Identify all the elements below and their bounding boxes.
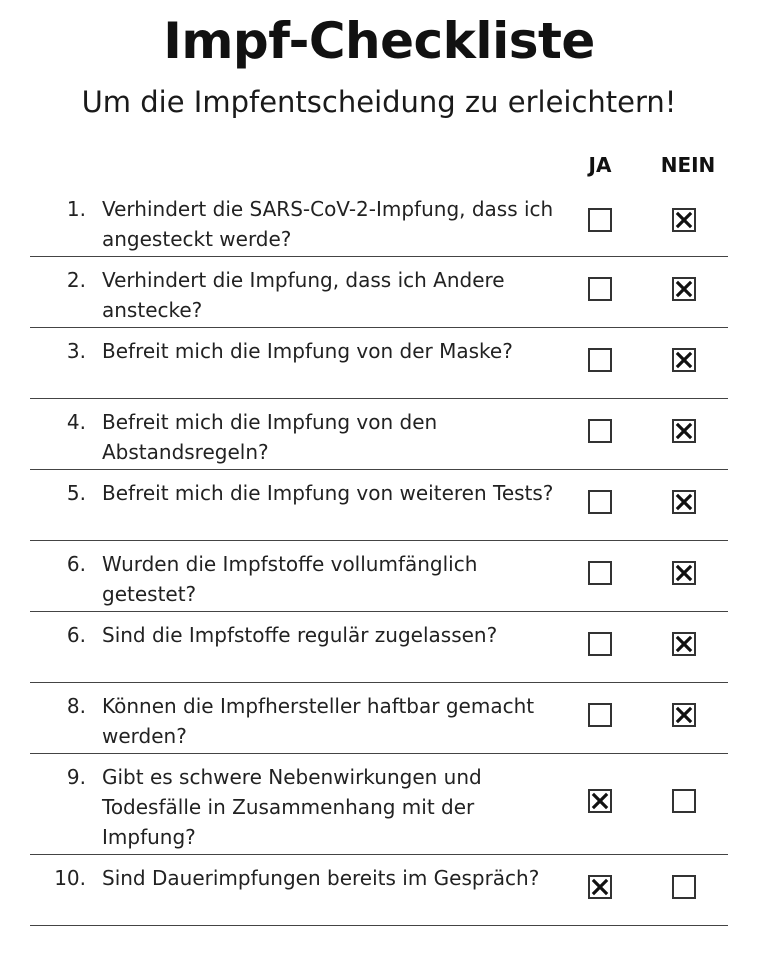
question-text: Befreit mich die Impfung von der Maske? xyxy=(102,339,513,363)
question-text: Gibt es schwere Nebenwirkungen und Todesfälle in Zusammenhang mit der Impfung? xyxy=(102,765,482,849)
page-subtitle: Um die Impfentscheidung zu erleichtern! xyxy=(81,85,677,119)
checkbox-nein[interactable] xyxy=(672,348,696,372)
checklist-row xyxy=(30,754,728,855)
question-number: 3. xyxy=(66,339,86,363)
checkbox-nein[interactable] xyxy=(672,419,696,443)
checkbox-nein[interactable] xyxy=(672,277,696,301)
checkbox-ja[interactable] xyxy=(588,632,612,656)
x-mark-icon xyxy=(674,421,694,441)
question-text: Sind Dauerimpfungen bereits im Gespräch? xyxy=(102,866,540,890)
question-text: Wurden die Impfstoffe vollumfänglich getestet? xyxy=(102,552,478,606)
question-number: 8. xyxy=(66,694,86,718)
question-text: Sind die Impfstoffe regulär zugelassen? xyxy=(102,623,498,647)
question-number: 5. xyxy=(66,481,86,505)
checkbox-ja[interactable] xyxy=(588,277,612,301)
question-text: Verhindert die SARS-CoV-2-Impfung, dass ich angesteckt werde? xyxy=(102,197,554,251)
question-text: Verhindert die Impfung, dass ich Andere anstecke? xyxy=(102,268,505,322)
x-mark-icon xyxy=(674,350,694,370)
checkbox-nein[interactable] xyxy=(672,703,696,727)
checkbox-nein[interactable] xyxy=(672,632,696,656)
checkbox-nein[interactable] xyxy=(672,789,696,813)
question-text: Befreit mich die Impfung von weiteren Tests? xyxy=(102,481,554,505)
x-mark-icon xyxy=(590,791,610,811)
checklist-row xyxy=(30,257,728,328)
checkbox-ja[interactable] xyxy=(588,348,612,372)
question-number: 2. xyxy=(66,268,86,292)
checkbox-ja[interactable] xyxy=(588,789,612,813)
x-mark-icon xyxy=(674,634,694,654)
question-number: 1. xyxy=(66,197,86,221)
checkbox-nein[interactable] xyxy=(672,490,696,514)
checkbox-ja[interactable] xyxy=(588,419,612,443)
checklist-row xyxy=(30,399,728,470)
checkbox-ja[interactable] xyxy=(588,875,612,899)
column-header-ja: JA xyxy=(588,153,612,177)
question-number: 10. xyxy=(54,866,86,890)
question-text: Befreit mich die Impfung von den Abstandsregeln? xyxy=(102,410,438,464)
x-mark-icon xyxy=(590,877,610,897)
checklist-row xyxy=(30,855,728,926)
x-mark-icon xyxy=(674,492,694,512)
question-number: 9. xyxy=(66,765,86,789)
x-mark-icon xyxy=(674,279,694,299)
question-number: 6. xyxy=(66,552,86,576)
x-mark-icon xyxy=(674,563,694,583)
page-title: Impf-Checkliste xyxy=(163,12,595,70)
x-mark-icon xyxy=(674,210,694,230)
question-number: 6. xyxy=(66,623,86,647)
checkbox-ja[interactable] xyxy=(588,561,612,585)
checkbox-ja[interactable] xyxy=(588,490,612,514)
column-header-nein: NEIN xyxy=(660,153,716,177)
x-mark-icon xyxy=(674,705,694,725)
checkbox-nein[interactable] xyxy=(672,208,696,232)
checkbox-ja[interactable] xyxy=(588,703,612,727)
question-text: Können die Impfhersteller haftbar gemacht werden? xyxy=(102,694,535,748)
checklist-row xyxy=(30,328,728,399)
checklist-row xyxy=(30,470,728,541)
checkbox-ja[interactable] xyxy=(588,208,612,232)
checkbox-nein[interactable] xyxy=(672,561,696,585)
checklist-row xyxy=(30,612,728,683)
checklist-row xyxy=(30,683,728,754)
checklist xyxy=(0,190,758,926)
checkbox-nein[interactable] xyxy=(672,875,696,899)
checklist-row xyxy=(30,541,728,612)
checklist-row xyxy=(30,190,728,257)
question-number: 4. xyxy=(66,410,86,434)
